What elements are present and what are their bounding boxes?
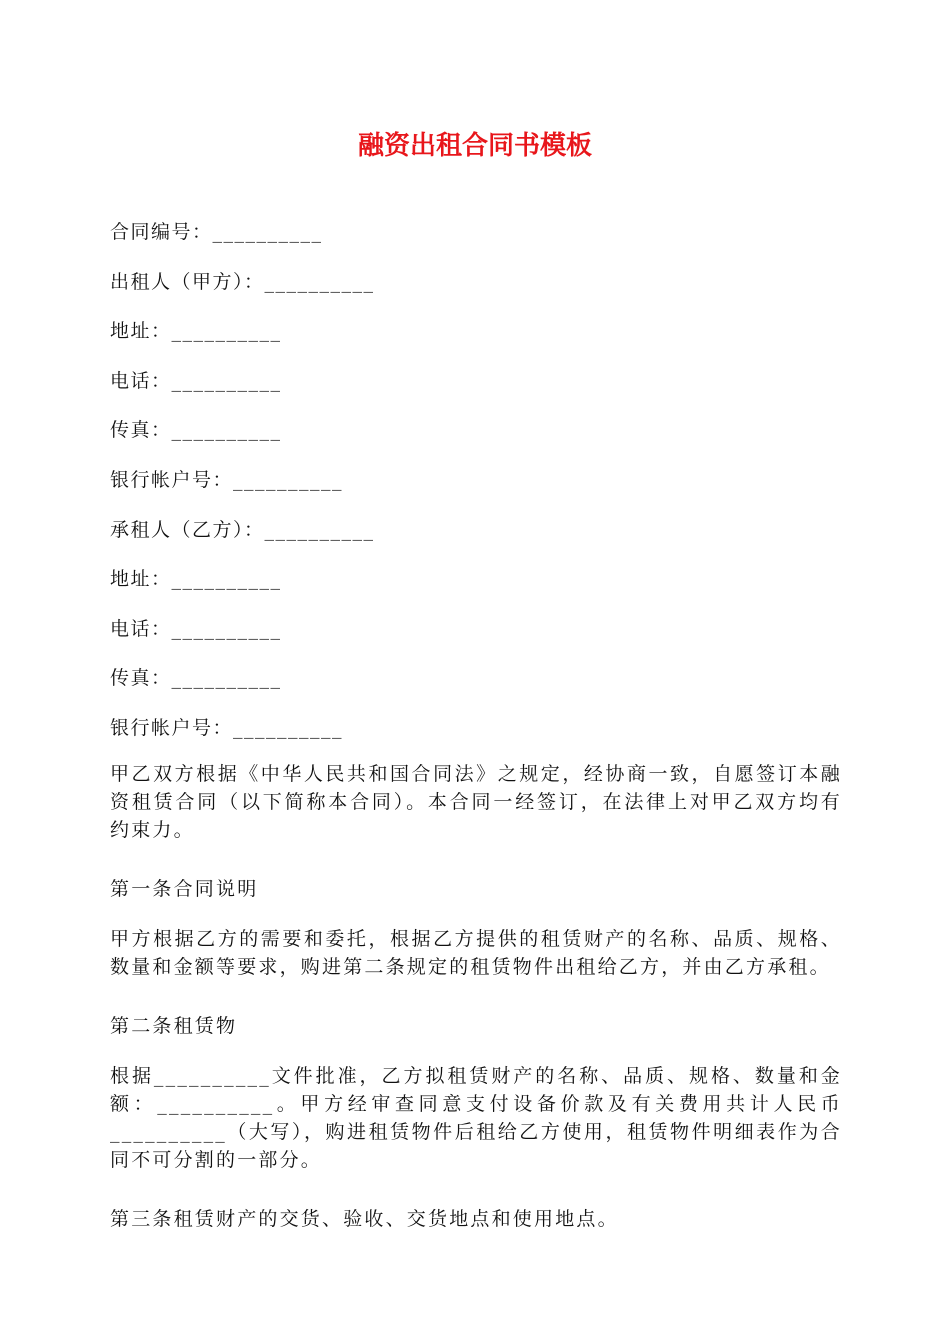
field-lessor-fax xyxy=(110,412,842,448)
field-label: 合同编号： xyxy=(110,221,213,243)
field-label: 电话： xyxy=(110,617,172,640)
field-lessor xyxy=(110,264,842,300)
field-lessee-address xyxy=(110,561,842,597)
field-label: 银行帐户号： xyxy=(110,716,234,739)
field-lessee-fax xyxy=(110,660,842,696)
field-label: 传真： xyxy=(110,419,172,442)
field-lessor-bank-account xyxy=(110,462,842,498)
field-blank: __________ xyxy=(264,518,375,541)
field-label: 传真： xyxy=(110,667,172,690)
document-title: 融资出租合同书模板 xyxy=(357,131,592,161)
article-1-heading: 第一条合同说明 xyxy=(110,877,259,900)
field-blank: __________ xyxy=(264,270,375,293)
field-lessee xyxy=(110,512,842,548)
field-label: 地址： xyxy=(110,320,172,343)
field-blank: __________ xyxy=(233,716,344,739)
field-lessee-phone xyxy=(110,611,842,647)
intro-paragraph: 甲乙双方根据《中华人民共和国合同法》之规定，经协商一致，自愿签订本融资租赁合同（以下简称本合同）。本合同一经签订，在法律上对甲乙双方均有约束力。 xyxy=(110,762,842,841)
article-1-body: 甲方根据乙方的需要和委托，根据乙方提供的租赁财产的名称、品质、规格、数量和金额等要求，购进第二条规定的租赁物件出租给乙方，并由乙方承租。 xyxy=(110,927,842,978)
field-blank: __________ xyxy=(171,369,282,392)
field-blank: __________ xyxy=(212,221,323,243)
article-3-heading: 第三条租赁财产的交货、验收、交货地点和使用地点。 xyxy=(110,1207,619,1230)
field-blank: __________ xyxy=(171,320,282,343)
field-blank: __________ xyxy=(171,667,282,690)
field-label: 电话： xyxy=(110,369,172,392)
document-body xyxy=(110,214,842,1255)
field-blank: __________ xyxy=(171,617,282,640)
field-contract-number xyxy=(110,214,842,250)
field-lessor-address xyxy=(110,313,842,349)
article-2-body: 根据__________文件批准，乙方拟租赁财产的名称、品质、规格、数量和金额：__________。甲方经审查同意支付设备价款及有关费用共计人民币__________（大写），购进租赁物件后租给乙方使用，租赁物件明细表作为合同不可分割的一部分。 xyxy=(110,1064,842,1171)
field-label: 银行帐户号： xyxy=(110,468,234,491)
field-lessor-phone xyxy=(110,363,842,399)
article-2-heading: 第二条租赁物 xyxy=(110,1014,238,1037)
field-lessee-bank-account xyxy=(110,710,842,746)
field-blank: __________ xyxy=(171,568,282,591)
field-blank: __________ xyxy=(171,419,282,442)
field-label: 地址： xyxy=(110,568,172,591)
field-label: 承租人（乙方）： xyxy=(110,518,265,541)
field-blank: __________ xyxy=(233,468,344,491)
field-label: 出租人（甲方）： xyxy=(110,270,265,293)
